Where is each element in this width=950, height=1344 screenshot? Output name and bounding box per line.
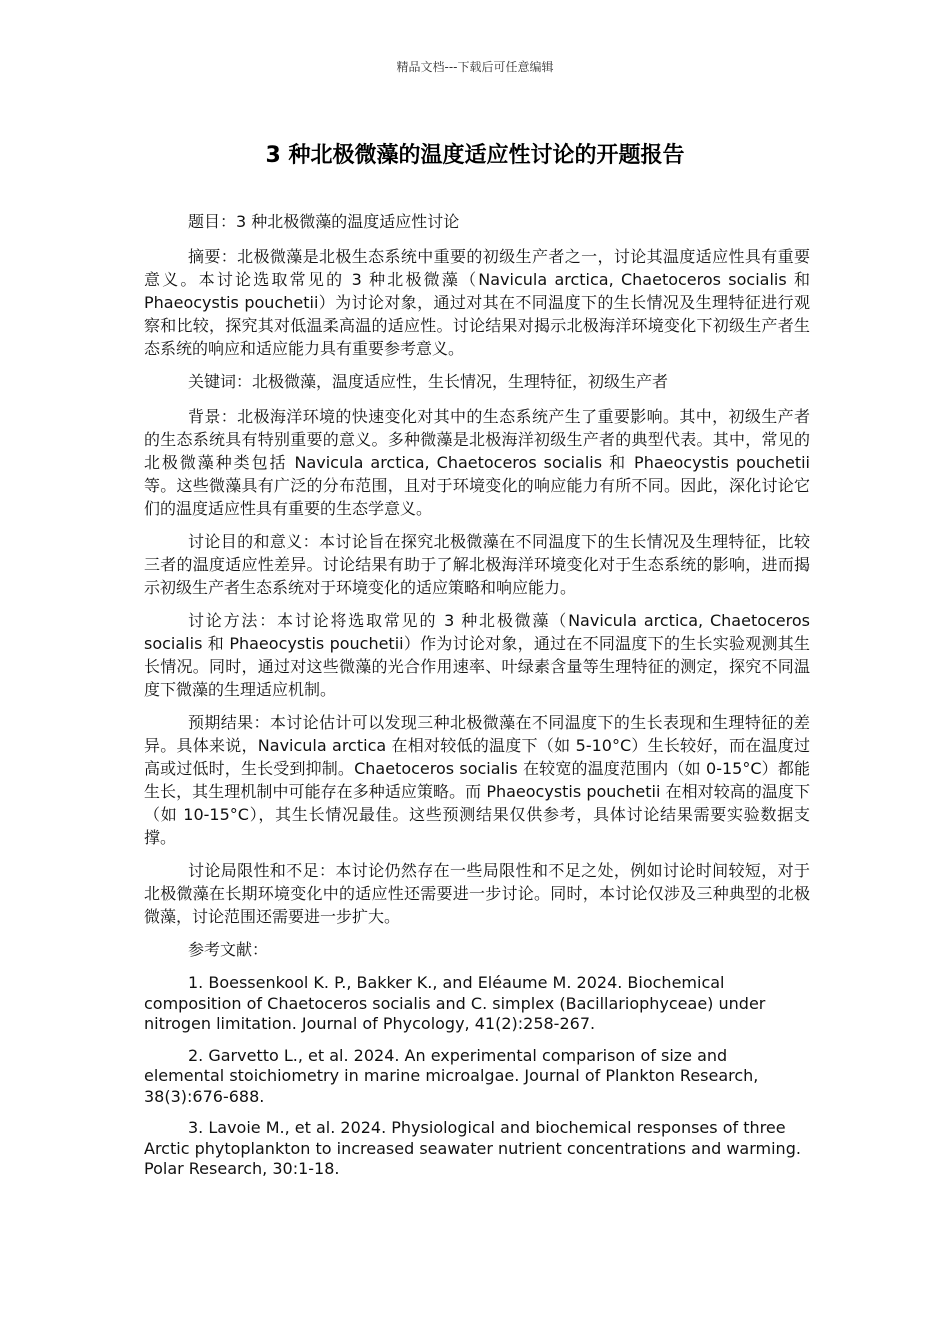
document-title: 3 种北极微藻的温度适应性讨论的开题报告 (265, 143, 685, 168)
methods-paragraph: 讨论方法：本讨论将选取常见的 3 种北极微藻（Navicula arctica, Chaetoceros socialis 和 Phaeocystis pouchetii）作为讨论对象，通过在不同温度下的生长实验观测其生长情况。同时，通过对这些微藻的光合作用速率、叶绿素含量等生理特征的测定，探究不同温度下微藻的生理适应机制。 (144, 611, 810, 699)
purpose-paragraph: 讨论目的和意义：本讨论旨在探究北极微藻在不同温度下的生长情况及生理特征，比较三者的温度适应性差异。讨论结果有助于了解北极海洋环境变化对于生态系统的影响，进而揭示初级生产者生态系统对于环境变化的适应策略和响应能力。 (144, 532, 810, 597)
limitations-paragraph: 讨论局限性和不足：本讨论仍然存在一些局限性和不足之处，例如讨论时间较短，对于北极微藻在长期环境变化中的适应性还需要进一步讨论。同时，本讨论仅涉及三种典型的北极微藻，讨论范围还需要进一步扩大。 (144, 861, 810, 926)
expected-results-paragraph: 预期结果：本讨论估计可以发现三种北极微藻在不同温度下的生长表现和生理特征的差异。具体来说，Navicula arctica 在相对较低的温度下（如 5-10°C）生长较好，而在温度过高或过低时，生长受到抑制。Chaetoceros socialis 在较宽的温度范围内（如 0-15°C）都能生长，其生理机制中可能存在多种适应策略。而 Phaeocystis pouchetii 在相对较高的温度下（如 10-15°C），其生长情况最佳。这些预测结果仅供参考，具体讨论结果需要实验数据支撑。 (144, 713, 810, 847)
keywords-paragraph: 关键词：北极微藻，温度适应性，生长情况，生理特征，初级生产者 (188, 372, 669, 391)
reference-item: 1. Boessenkool K. P., Bakker K., and Eléaume M. 2024. Biochemical composition of Chaetoceros socialis and C. simplex (Bacillariophyceae) under nitrogen limitation. Journal of Phycology, 41(2):258-267. (144, 973, 766, 1033)
reference-item: 3. Lavoie M., et al. 2024. Physiological and biochemical responses of three Arctic phytoplankton to increased seawater nutrient concentrations and warming. Polar Research, 30:1-18. (144, 1118, 801, 1178)
header-note: 精品文档---下载后可任意编辑 (396, 60, 554, 74)
topic-paragraph: 题目：3 种北极微藻的温度适应性讨论 (188, 212, 460, 231)
document-body (144, 210, 810, 1191)
background-paragraph: 背景：北极海洋环境的快速变化对其中的生态系统产生了重要影响。其中，初级生产者的生态系统具有特别重要的意义。多种微藻是北极海洋初级生产者的典型代表。其中，常见的北极微藻种类包括 Navicula arctica, Chaetoceros socialis 和 Phaeocystis pouchetii 等。这些微藻具有广泛的分布范围，且对于环境变化的响应能力有所不同。因此，深化讨论它们的温度适应性具有重要的生态学意义。 (144, 407, 810, 518)
reference-item: 2. Garvetto L., et al. 2024. An experimental comparison of size and elemental stoichiometry in marine microalgae. Journal of Plankton Research, 38(3):676-688. (144, 1045, 759, 1106)
abstract-paragraph: 摘要：北极微藻是北极生态系统中重要的初级生产者之一，讨论其温度适应性具有重要意义。本讨论选取常见的 3 种北极微藻（Navicula arctica, Chaetoceros socialis 和 Phaeocystis pouchetii）为讨论对象，通过对其在不同温度下的生长情况及生理特征进行观察和比较，探究其对低温柔高温的适应性。讨论结果对揭示北极海洋环境变化下初级生产者生态系统的响应和适应能力具有重要参考意义。 (144, 247, 810, 358)
references-heading: 参考文献： (188, 940, 269, 959)
